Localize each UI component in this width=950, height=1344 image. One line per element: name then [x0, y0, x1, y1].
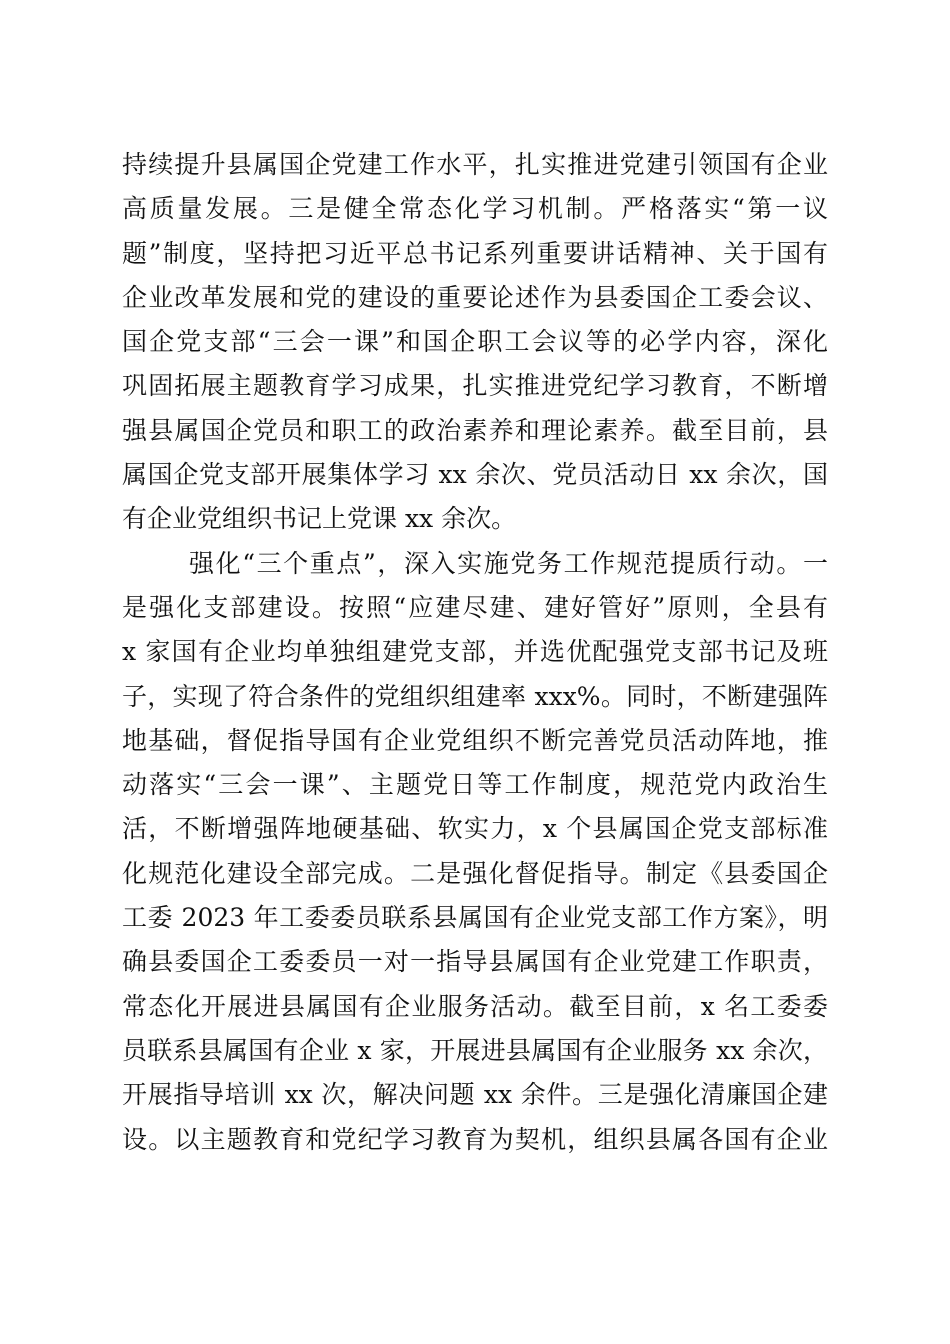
text-line: 巩固拓展主题教育学习成果，扎实推进党纪学习教育，不断增 [122, 371, 828, 401]
text-line: 题”制度，坚持把习近平总书记系列重要讲话精神、关于国有 [122, 238, 828, 268]
text-line: 持续提升县属国企党建工作水平，扎实推进党建引领国有企业 [122, 150, 828, 179]
text-line: 是强化支部建设。按照“应建尽建、建好管好”原则，全县有 [122, 592, 828, 622]
text-line: 企业改革发展和党的建设的重要论述作为县委国企工委会议、 [122, 282, 828, 312]
text-line: 常态化开展进县属国有企业服务活动。截至目前，x 名工委委 [122, 991, 828, 1021]
text-line: 工委 2023 年工委委员联系县属国有企业党支部工作方案》，明 [122, 903, 828, 933]
document-page [122, 143, 828, 1162]
text-line: 化规范化建设全部完成。二是强化督促指导。制定《县委国企 [122, 858, 828, 888]
text-line: 动落实“三会一课”、主题党日等工作制度，规范党内政治生 [122, 770, 828, 800]
text-line: 员联系县属国有企业 x 家，开展进县属国有企业服务 xx 余次， [122, 1035, 828, 1065]
text-line: 地基础，督促指导国有企业党组织不断完善党员活动阵地，推 [122, 725, 828, 755]
text-line: 确县委国企工委委员一对一指导县属国有企业党建工作职责， [122, 947, 828, 977]
text-line: 设。以主题教育和党纪学习教育为契机，组织县属各国有企业 [122, 1124, 828, 1154]
text-line: 高质量发展。三是健全常态化学习机制。严格落实“第一议 [122, 194, 828, 224]
text-line: x 家国有企业均单独组建党支部，并选优配强党支部书记及班 [122, 637, 828, 667]
paragraph-2 [122, 542, 828, 1162]
text-line: 国企党支部“三会一课”和国企职工会议等的必学内容，深化 [122, 327, 828, 357]
text-line: 有企业党组织书记上党课 xx 余次。 [122, 504, 517, 534]
text-line: 子，实现了符合条件的党组织组建率 xxx%。同时，不断建强阵 [122, 681, 828, 711]
text-line: 属国企党支部开展集体学习 xx 余次、党员活动日 xx 余次，国 [122, 460, 828, 490]
text-line: 开展指导培训 xx 次，解决问题 xx 余件。三是强化清廉国企建 [122, 1080, 828, 1110]
text-line: 活，不断增强阵地硬基础、软实力，x 个县属国企党支部标准 [122, 814, 828, 844]
paragraph-1 [122, 143, 828, 542]
text-line: 强县属国企党员和职工的政治素养和理论素养。截至目前，县 [122, 415, 828, 445]
text-line: 强化“三个重点”，深入实施党务工作规范提质行动。一 [189, 548, 828, 578]
